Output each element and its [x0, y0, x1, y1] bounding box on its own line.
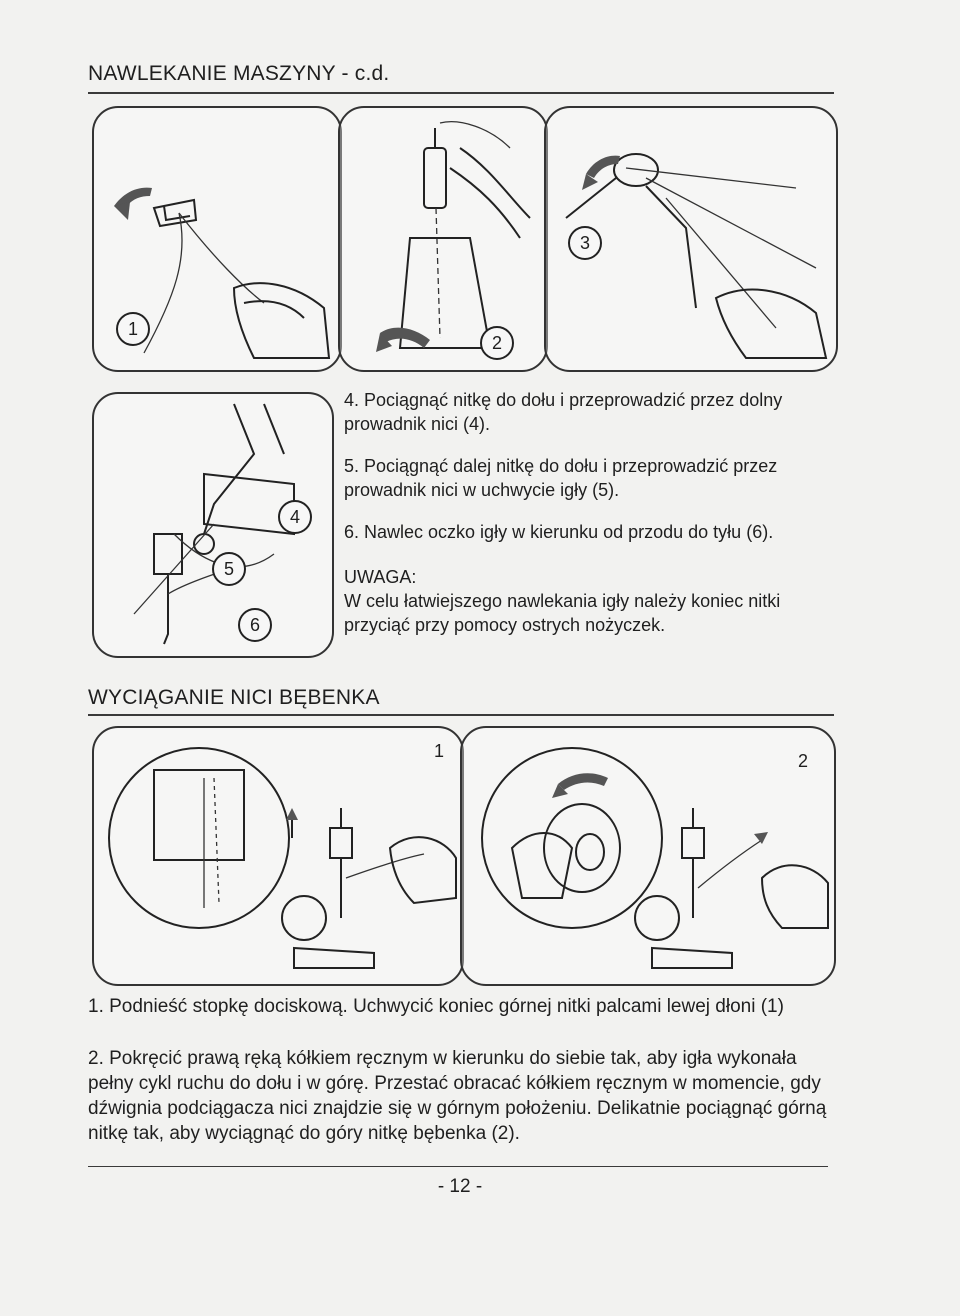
- illustration-panel-handwheel: [460, 726, 836, 986]
- bobbin-step-1: 1. Podnieść stopkę dociskową. Uchwycić koniec górnej nitki palcami lewej dłoni (1): [88, 996, 784, 1017]
- section-heading-bobbin-thread: WYCIĄGANIE NICI BĘBENKA: [88, 686, 380, 709]
- illustration-panel-1: [92, 106, 342, 372]
- page-title: NAWLEKANIE MASZYNY - c.d.: [88, 62, 390, 85]
- step-label-5: 5: [212, 552, 246, 586]
- show-through-texture: [420, 62, 820, 82]
- step-label-6: 6: [238, 608, 272, 642]
- section2-label-2: 2: [797, 751, 808, 771]
- footer-rule: [88, 1166, 828, 1167]
- illustration-panel-raise-foot: [92, 726, 464, 986]
- step-label-2: 2: [480, 326, 514, 360]
- note-body: W celu łatwiejszego nawlekania igły należy koniec nitki przyciąć przy pomocy ostrych nożyczek.: [344, 591, 781, 635]
- step-label-3: 3: [568, 226, 602, 260]
- illustration-panel-3: [544, 106, 838, 372]
- illustration-panel-needle: [92, 392, 334, 658]
- note-title: UWAGA:: [344, 567, 417, 587]
- bobbin-step-2: 2. Pokręcić prawą ręką kółkiem ręcznym w kierunku do siebie tak, aby igła wykonała pełny cykl ruchu do dołu i w górę. Przestać obracać kółkiem ręcznym w momencie, gdy dźwignia podciągacza nici znajdzie się w górnym położeniu. Delikatnie pociągnąć górną nitkę tak, aby wyciągnąć do góry nitkę bębenka (2).: [88, 1048, 827, 1144]
- instruction-step-4: 4. Pociągnąć nitkę do dołu i przeprowadzić przez dolny prowadnik nici (4).: [344, 390, 783, 434]
- section2-label-1: 1: [433, 741, 444, 761]
- instruction-step-5: 5. Pociągnąć dalej nitkę do dołu i przeprowadzić przez prowadnik nici w uchwycie igły (5).: [344, 456, 778, 500]
- handwheel-illustration: [462, 728, 834, 984]
- presser-foot-illustration: [94, 728, 462, 984]
- page-number: - 12 -: [437, 1176, 483, 1197]
- step-label-1: 1: [116, 312, 150, 346]
- instruction-step-6: 6. Nawlec oczko igły w kierunku od przodu do tyłu (6).: [344, 522, 774, 542]
- tension-disc-illustration: [340, 108, 546, 370]
- illustration-panel-2: [338, 106, 548, 372]
- step-label-4: 4: [278, 500, 312, 534]
- section-rule: [88, 714, 834, 716]
- header-rule: [88, 92, 834, 94]
